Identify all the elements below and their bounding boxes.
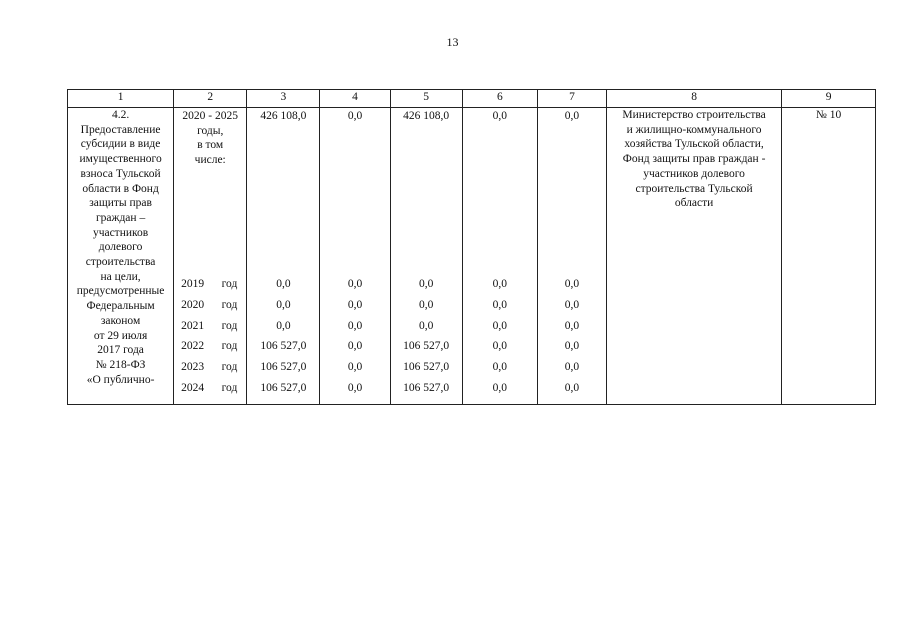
year-amount: 0,0 <box>564 298 580 311</box>
period-cell <box>174 108 247 405</box>
year-word: год <box>221 361 238 374</box>
responsible-org-text <box>610 108 778 211</box>
measure-title-line: Предоставление <box>80 123 161 136</box>
year-word: год <box>221 319 238 332</box>
header-col-2: 2 <box>174 90 247 108</box>
measure-title <box>71 123 170 388</box>
year-word: год <box>221 340 238 353</box>
col4-values <box>320 274 389 399</box>
year-word: год <box>221 278 238 290</box>
year-amount: 106 527,0 <box>403 381 450 394</box>
year-word: год <box>221 381 238 394</box>
year-amount: 0,0 <box>347 340 363 353</box>
measure-title-line: имущественного <box>79 153 162 166</box>
col4-cell <box>320 108 390 405</box>
year-amount: 0,0 <box>564 340 580 353</box>
year-amount: 0,0 <box>492 319 507 332</box>
year-value: 2019 <box>181 278 205 290</box>
measure-title-line: 2017 года <box>97 344 144 357</box>
measure-title-line: на цели, <box>100 270 141 283</box>
header-col-7: 7 <box>537 90 606 108</box>
period-text <box>177 108 243 168</box>
measure-number: 4.2. <box>111 109 130 121</box>
period-line: 2020 - 2025 <box>182 110 239 122</box>
year-row <box>174 295 246 316</box>
year-amount: 0,0 <box>564 278 580 290</box>
year-amount: 0,0 <box>347 319 363 332</box>
responsible-org-line: строительства Тульской <box>635 182 753 195</box>
col3-values <box>247 274 319 399</box>
reference-cell <box>782 108 876 405</box>
measure-title-line: № 218-ФЗ <box>95 358 146 371</box>
col6-values <box>463 274 537 399</box>
responsible-org-line: Фонд защиты прав граждан - <box>622 153 766 166</box>
header-row <box>68 90 876 108</box>
header-col-1: 1 <box>68 90 174 108</box>
measure-title-line: предусмотренные <box>76 285 165 298</box>
responsible-org-line: и жилищно-коммунального <box>626 123 762 136</box>
year-amount: 0,0 <box>347 381 363 394</box>
header-col-9: 9 <box>782 90 876 108</box>
year-amount: 106 527,0 <box>260 340 307 353</box>
year-amount: 0,0 <box>492 278 507 290</box>
measure-title-line: защиты прав <box>89 197 152 210</box>
year-amount: 0,0 <box>347 298 363 311</box>
col5-values <box>391 274 462 399</box>
col7-total: 0,0 <box>564 110 580 122</box>
measure-title-line: взноса Тульской <box>80 167 161 180</box>
col7-values <box>538 274 606 399</box>
program-table <box>67 89 876 405</box>
year-row <box>174 357 246 378</box>
year-amount: 106 527,0 <box>403 340 450 353</box>
period-line: числе: <box>194 154 226 167</box>
year-amount: 0,0 <box>492 361 507 374</box>
year-row <box>174 316 246 337</box>
period-line: годы, <box>197 124 224 137</box>
year-amount: 0,0 <box>492 381 507 394</box>
col7-cell <box>537 108 606 405</box>
year-row <box>174 274 246 295</box>
year-amount: 0,0 <box>347 361 363 374</box>
table-row <box>68 108 876 405</box>
year-value: 2024 <box>181 381 205 394</box>
year-amount: 0,0 <box>418 278 434 290</box>
measure-title-line: участников <box>92 226 149 239</box>
col5-cell <box>390 108 462 405</box>
col4-total: 0,0 <box>347 110 363 122</box>
measure-title-line: долевого <box>98 241 143 254</box>
responsible-org-cell <box>606 108 781 405</box>
header-col-8: 8 <box>606 90 781 108</box>
measure-title-line: законом <box>100 314 141 327</box>
responsible-org-line: области <box>674 197 714 210</box>
year-amount: 0,0 <box>276 278 291 290</box>
year-amount: 0,0 <box>564 319 580 332</box>
measure-title-line: строительства <box>85 256 156 269</box>
measure-title-line: Федеральным <box>86 300 155 313</box>
responsible-org-line: хозяйства Тульской области, <box>624 138 764 151</box>
year-amount: 0,0 <box>276 319 291 332</box>
header-col-5: 5 <box>390 90 462 108</box>
year-row <box>174 378 246 399</box>
year-value: 2020 <box>181 298 205 311</box>
reference-number: № 10 <box>815 109 842 121</box>
year-row <box>174 336 246 357</box>
year-amount: 106 527,0 <box>403 361 450 374</box>
year-amount: 0,0 <box>564 361 580 374</box>
year-amount: 0,0 <box>418 319 434 332</box>
col6-total: 0,0 <box>492 110 507 122</box>
year-amount: 0,0 <box>492 298 507 311</box>
measure-title-line: области в Фонд <box>82 182 159 195</box>
period-line: в том <box>197 139 224 152</box>
year-list <box>174 274 246 399</box>
header-col-4: 4 <box>320 90 390 108</box>
page-number: 13 <box>446 35 459 49</box>
year-amount: 106 527,0 <box>260 361 307 374</box>
measure-title-line: субсидии в виде <box>80 138 161 151</box>
col3-total: 426 108,0 <box>260 110 307 122</box>
year-value: 2021 <box>181 319 205 332</box>
year-amount: 0,0 <box>492 340 507 353</box>
year-value: 2023 <box>181 361 205 374</box>
measure-title-line: «О публично- <box>86 373 155 386</box>
measure-title-line: граждан – <box>95 211 146 224</box>
year-amount: 0,0 <box>347 278 363 290</box>
header-col-3: 3 <box>247 90 320 108</box>
year-value: 2022 <box>181 340 205 353</box>
measure-title-cell <box>68 108 174 405</box>
year-amount: 106 527,0 <box>260 381 307 394</box>
year-amount: 0,0 <box>564 381 580 394</box>
header-col-6: 6 <box>462 90 537 108</box>
measure-title-line: от 29 июля <box>93 329 148 342</box>
responsible-org-line: Министерство строительства <box>622 109 766 121</box>
year-amount: 0,0 <box>418 298 434 311</box>
responsible-org-line: участников долевого <box>643 167 745 180</box>
year-word: год <box>221 298 238 311</box>
col5-total: 426 108,0 <box>403 110 450 122</box>
col3-cell <box>247 108 320 405</box>
col6-cell <box>462 108 537 405</box>
year-amount: 0,0 <box>276 298 291 311</box>
